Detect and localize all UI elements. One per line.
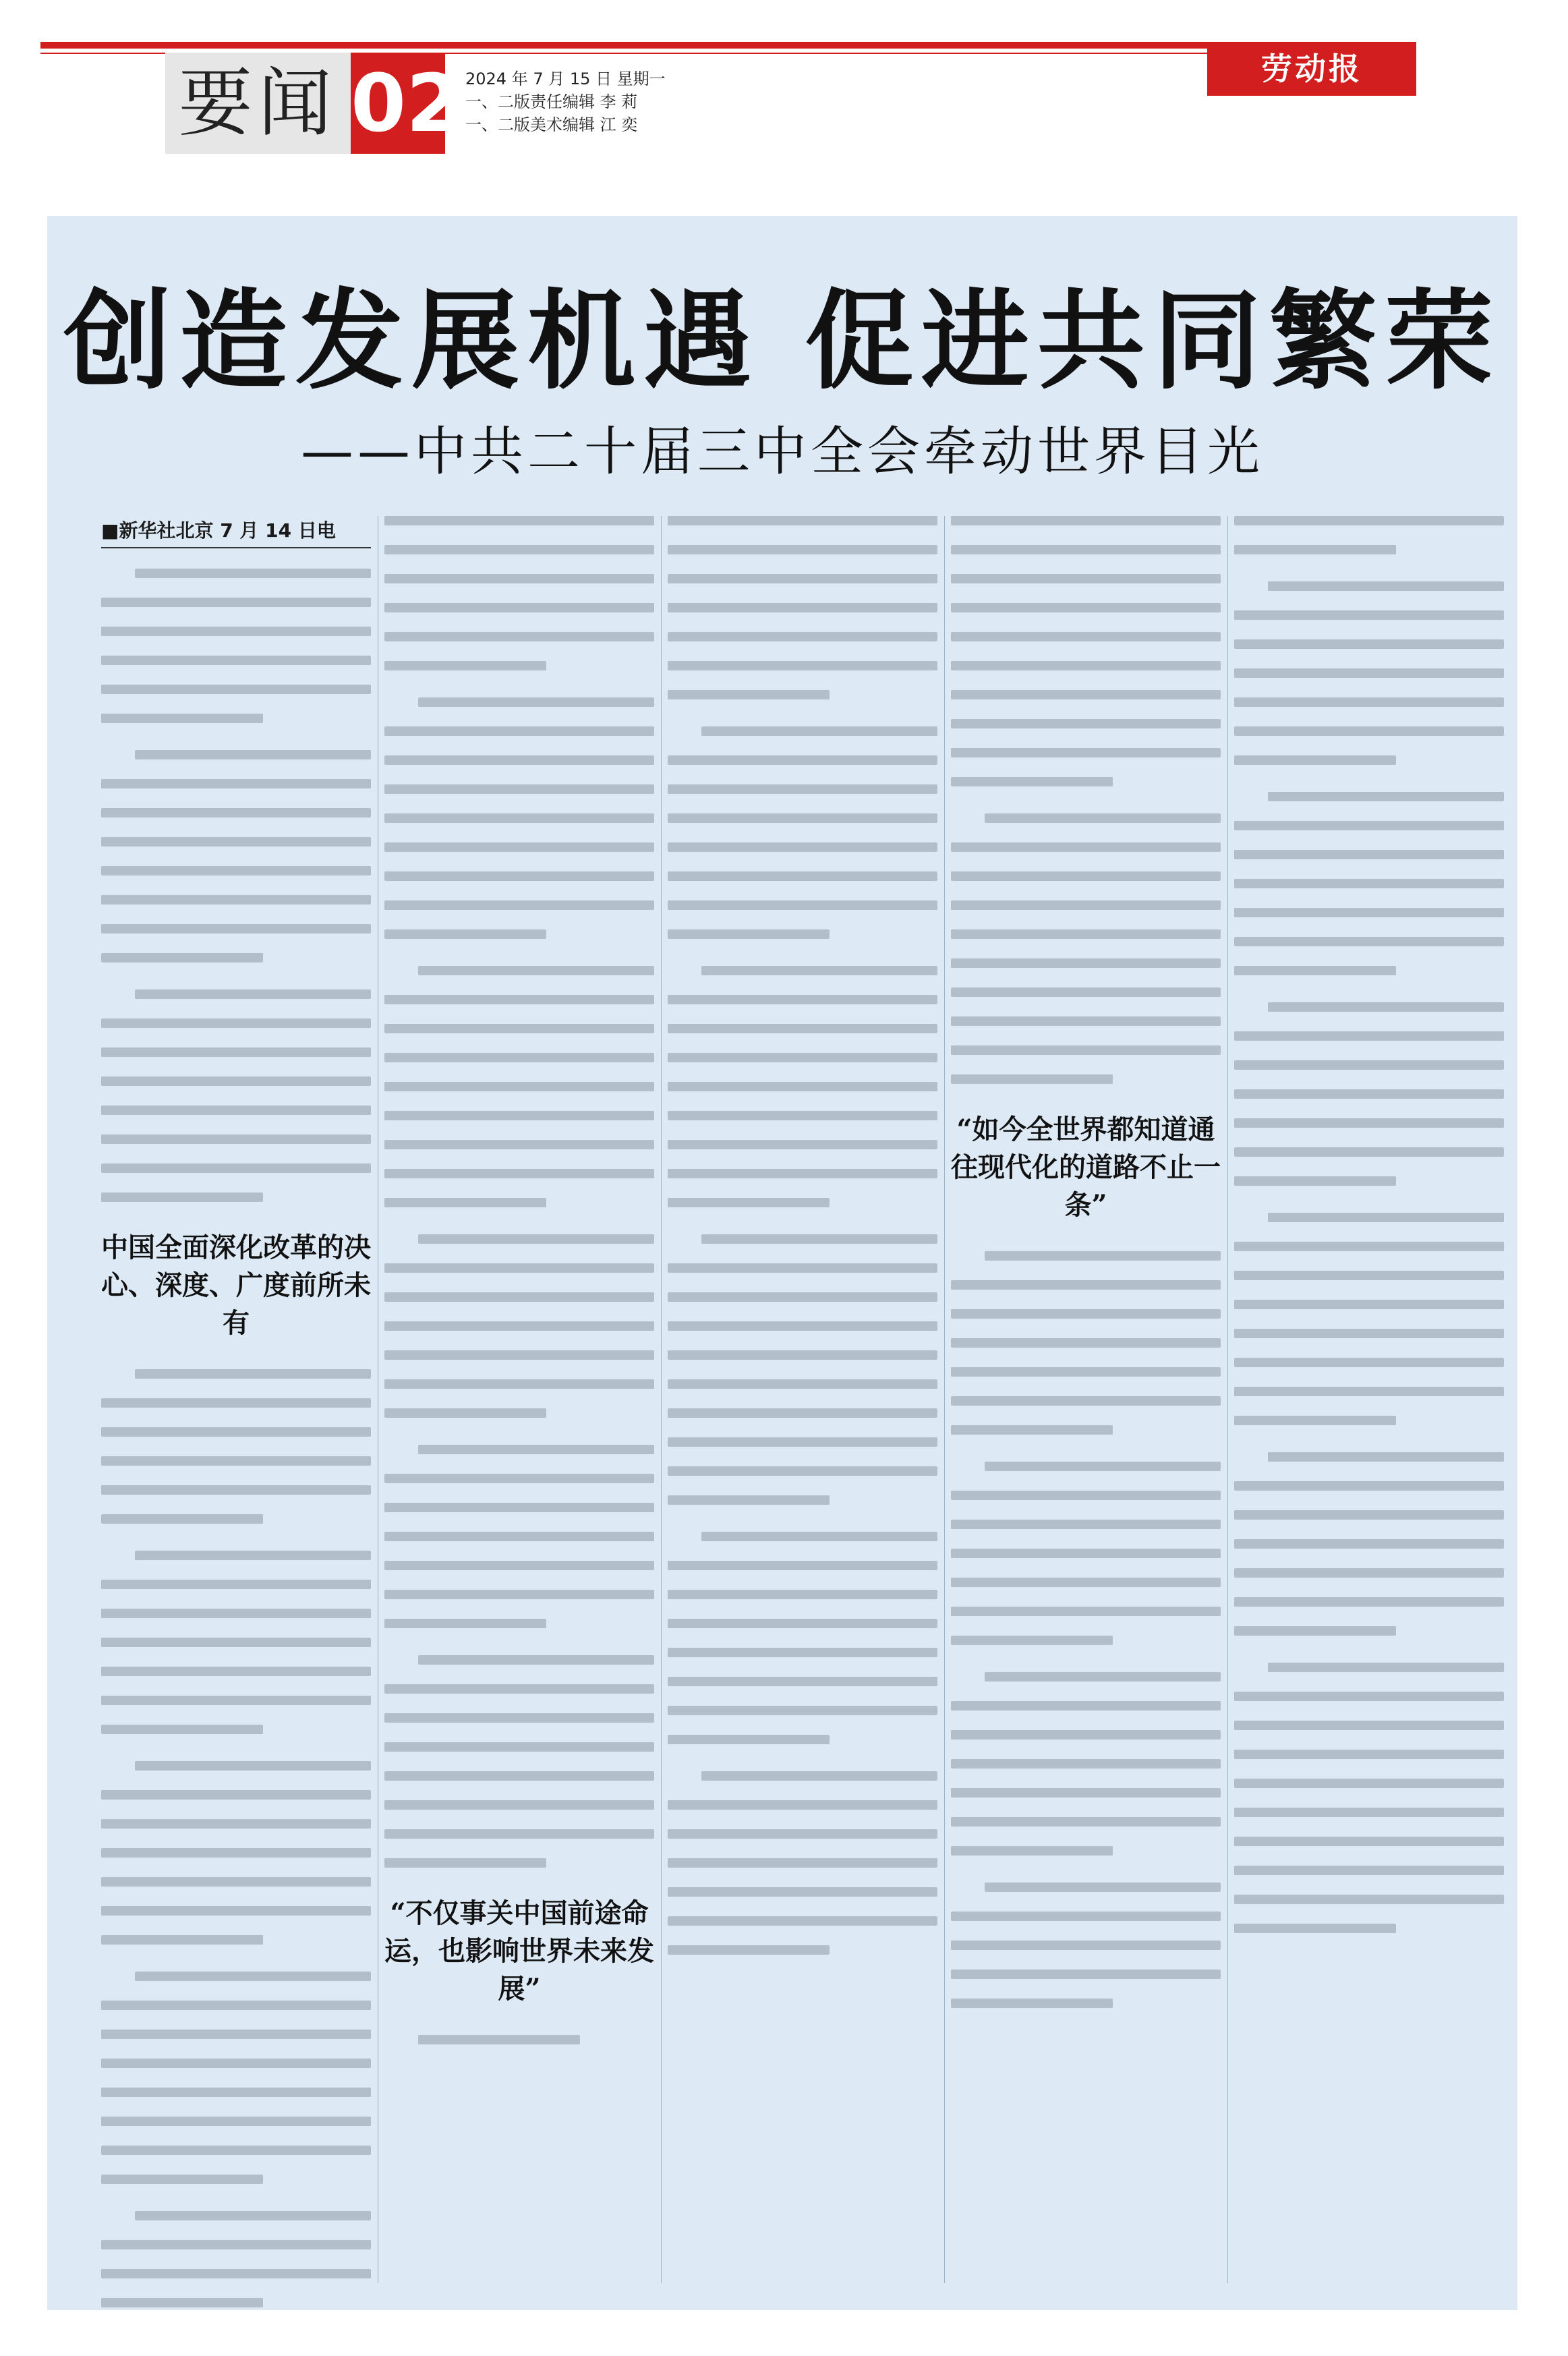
article-column-4 [951,516,1221,2035]
paragraph [1234,581,1504,765]
paragraph [101,1369,371,1524]
issue-date: 2024 年 7 月 15 日 星期一 [465,69,666,88]
paragraph [1234,516,1504,554]
section-head: “如今全世界都知道通往现代化的道路不止一条” [951,1114,1221,1221]
paragraph [384,1655,654,1868]
paragraph [101,989,371,1202]
paragraph [1234,1213,1504,1425]
article-panel [47,216,1517,2310]
paragraph [668,1771,937,1955]
paragraph [951,516,1221,786]
paragraph [384,2035,654,2044]
paragraph [384,1445,654,1628]
paragraph [668,516,937,699]
section-head: 中国全面深化改革的决心、深度、广度前所未有 [101,1232,371,1339]
article-column-2 [384,516,654,2071]
paragraph [101,1761,371,1945]
masthead-rule [40,42,1217,49]
paragraph [101,569,371,723]
paragraph [1234,792,1504,975]
paragraph [668,1234,937,1505]
column-divider [661,516,662,2283]
responsible-editor: 一、二版责任编辑 李 莉 [465,92,638,111]
article-subheadline: ——中共二十届三中全会牵动世界目光 [300,422,1264,482]
paragraph [101,1551,371,1734]
section-head: “不仅事关中国前途命运，也影响世界未来发展” [384,1897,654,2005]
paragraph [101,750,371,962]
page-info [465,67,735,136]
column-divider [944,516,945,2283]
article-column-5 [1234,516,1504,1960]
paragraph [101,2211,371,2307]
paragraph [1234,1663,1504,1933]
page-number: 02 [351,53,445,154]
paragraph [951,1672,1221,1856]
paragraph [951,813,1221,1084]
paragraph [384,966,654,1207]
column-divider [1227,516,1228,2283]
article-column-3 [668,516,937,1982]
masthead [0,0,1568,175]
paragraph [668,726,937,939]
article-column-1 [101,516,371,2334]
paragraph [951,1251,1221,1435]
paragraph [1234,1452,1504,1636]
paragraph [668,1532,937,1744]
paragraph [951,1883,1221,2008]
article-headline: 创造发展机遇 促进共同繁荣 [63,277,1501,404]
dateline: ■新华社北京 7 月 14 日电 [101,516,371,548]
paragraph [384,1234,654,1418]
section-name: 要闻 [165,53,351,154]
paragraph [101,1972,371,2184]
paragraph [951,1462,1221,1645]
art-editor: 一、二版美术编辑 江 奕 [465,115,638,134]
paragraph [384,697,654,939]
newspaper-logo: 劳动报 [1207,42,1416,96]
paragraph [668,966,937,1207]
paragraph [1234,1002,1504,1186]
paragraph [384,516,654,670]
